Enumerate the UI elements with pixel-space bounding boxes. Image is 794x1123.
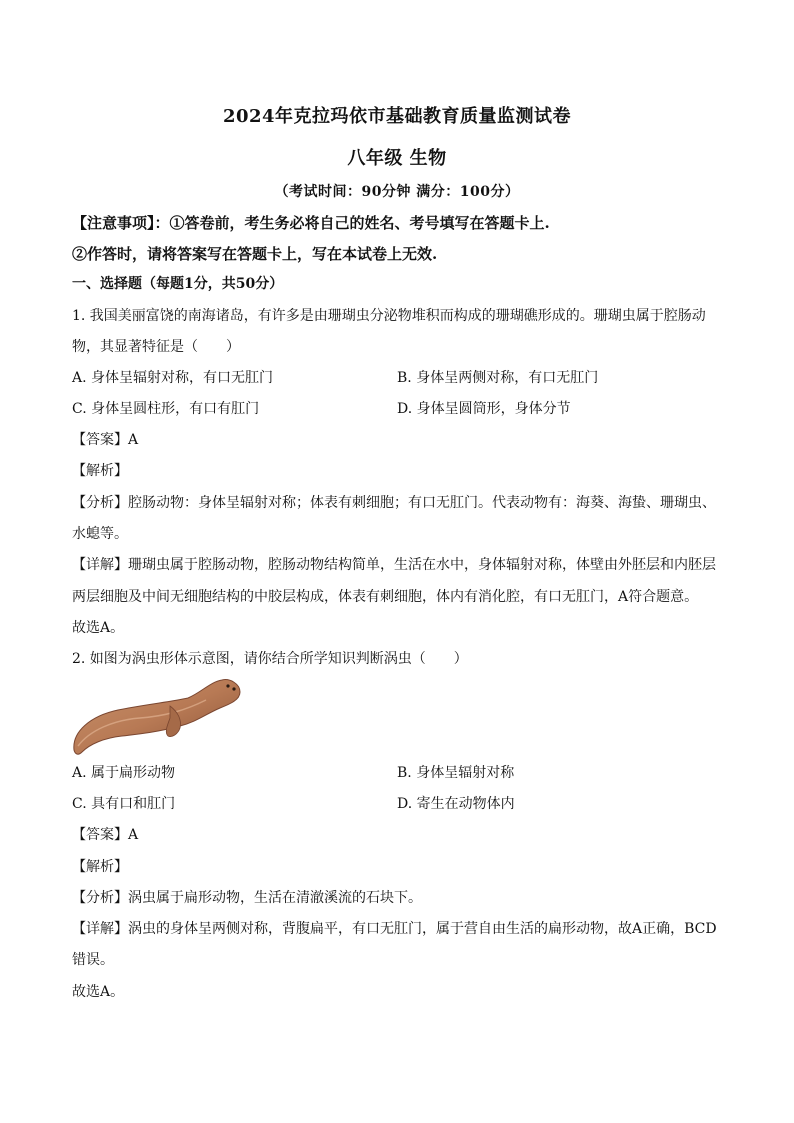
q1-stem-line-2: 物，其显著特征是（ ） (72, 339, 240, 355)
q2-xiangjie-line-1: 【详解】涡虫的身体呈两侧对称，背腹扁平，有口无肛门，属于营自由生活的扁形动物，故A正确，BCD (72, 921, 717, 937)
q2-option-a: A. 属于扁形动物 (72, 765, 176, 781)
q2-answer: 【答案】A (72, 827, 139, 843)
q2-conclusion: 故选A。 (72, 984, 125, 1000)
q1-xiangjie-line-2: 两层细胞及中间无细胞结构的中胶层构成，体表有刺细胞，体内有消化腔，有口无肛门，A符合题意。 (72, 589, 699, 605)
q2-option-b: B. 身体呈辐射对称 (397, 765, 515, 781)
q1-answer: 【答案】A (72, 432, 139, 448)
q2-fenxi: 【分析】涡虫属于扁形动物，生活在清澈溪流的石块下。 (72, 890, 422, 906)
q2-analysis-label: 【解析】 (72, 859, 128, 875)
exam-info: （考试时间：90分钟 满分：100分） (274, 184, 520, 200)
notice-line-2: ②作答时，请将答案写在答题卡上，写在本试卷上无效. (72, 245, 438, 263)
q1-analysis-label: 【解析】 (72, 463, 128, 479)
q2-xiangjie-line-2: 错误。 (72, 952, 114, 968)
q1-option-c: C. 身体呈圆柱形，有口有肛门 (72, 401, 260, 417)
section-heading: 一、选择题（每题1分，共50分） (72, 276, 284, 292)
q2-option-d: D. 寄生在动物体内 (397, 796, 515, 812)
q2-option-c: C. 具有口和肛门 (72, 796, 176, 812)
q1-conclusion: 故选A。 (72, 620, 125, 636)
notice-line-1: 【注意事项】：①答卷前，考生务必将自己的姓名、考号填写在答题卡上. (72, 214, 550, 232)
exam-subtitle: 八年级 生物 (347, 148, 447, 169)
q1-fenxi-line-1: 【分析】腔肠动物：身体呈辐射对称；体表有刺细胞；有口无肛门。代表动物有：海葵、海蛰、珊瑚虫、 (72, 495, 716, 511)
exam-title: 2024年克拉玛依市基础教育质量监测试卷 (222, 106, 572, 127)
q2-stem: 2. 如图为涡虫形体示意图，请你结合所学知识判断涡虫（ ） (72, 651, 468, 667)
q1-option-a: A. 身体呈辐射对称，有口无肛门 (72, 370, 274, 386)
q1-fenxi-line-2: 水螅等。 (72, 526, 128, 542)
q1-option-b: B. 身体呈两侧对称，有口无肛门 (397, 370, 599, 386)
planarian-illustration (70, 672, 246, 758)
q1-option-d: D. 身体呈圆筒形，身体分节 (397, 401, 571, 417)
q1-xiangjie-line-1: 【详解】珊瑚虫属于腔肠动物，腔肠动物结构简单，生活在水中，身体辐射对称，体壁由外胚层和内胚层 (72, 557, 716, 573)
q1-stem-line-1: 1. 我国美丽富饶的南海诸岛，有许多是由珊瑚虫分泌物堆积而构成的珊瑚礁形成的。珊瑚虫属于腔肠动 (72, 308, 706, 324)
